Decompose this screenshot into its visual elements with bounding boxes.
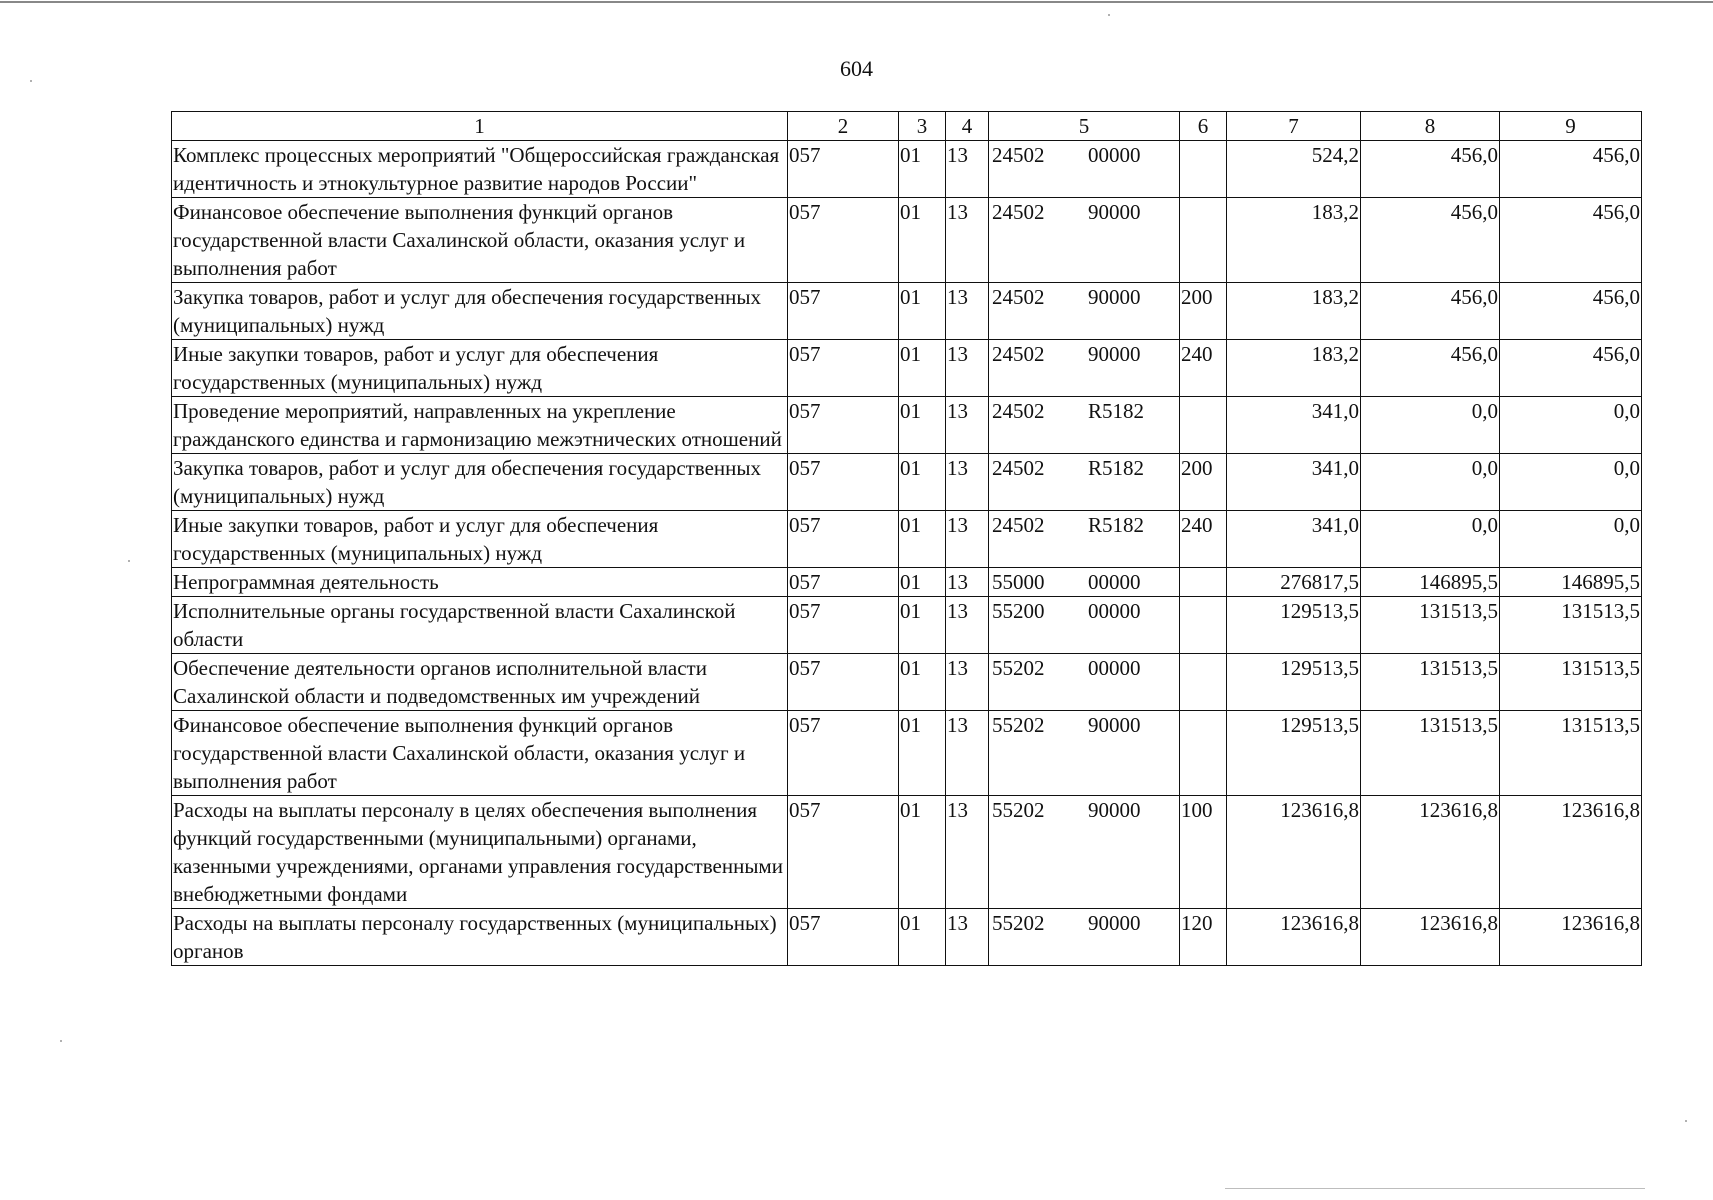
- target-article-cell: [989, 511, 1180, 568]
- amount-col8-cell: 123616,8: [1361, 796, 1500, 909]
- target-article-cell: [989, 454, 1180, 511]
- ministry-code-cell: 057: [788, 454, 899, 511]
- target-direction-code: 90000: [1088, 285, 1141, 309]
- amount-col9-cell: 146895,5: [1500, 568, 1642, 597]
- expense-type-cell: 100: [1180, 796, 1227, 909]
- row-name-cell: Закупка товаров, работ и услуг для обеспечения государственных (муниципальных) нужд: [172, 283, 788, 340]
- section-code-cell: 01: [899, 909, 946, 966]
- subsection-code-cell: 13: [946, 454, 989, 511]
- amount-col7-cell: 123616,8: [1227, 909, 1361, 966]
- ministry-code-cell: 057: [788, 654, 899, 711]
- amount-col9-cell: 131513,5: [1500, 654, 1642, 711]
- subsection-code-cell: 13: [946, 198, 989, 283]
- table-row: [172, 909, 1642, 966]
- column-header: 5: [989, 112, 1180, 141]
- scan-speck: [128, 560, 130, 562]
- ministry-code-cell: 057: [788, 141, 899, 198]
- column-header: 1: [172, 112, 788, 141]
- amount-col7-cell: 341,0: [1227, 454, 1361, 511]
- scan-speck: [1685, 1120, 1687, 1122]
- expense-type-cell: [1180, 568, 1227, 597]
- amount-col8-cell: 456,0: [1361, 340, 1500, 397]
- scan-bottom-line: [1225, 1188, 1645, 1189]
- row-name-cell: Иные закупки товаров, работ и услуг для обеспечения государственных (муниципальных) нужд: [172, 511, 788, 568]
- row-name-cell: Расходы на выплаты персоналу в целях обеспечения выполнения функций государственными (муниципальными) органами, казенными учреждениями, органами управления государственными внебюджетными фондами: [172, 796, 788, 909]
- target-program-code: 55202: [992, 798, 1045, 822]
- ministry-code-cell: 057: [788, 283, 899, 340]
- expense-type-cell: [1180, 141, 1227, 198]
- ministry-code-cell: 057: [788, 568, 899, 597]
- target-program-code: 55200: [992, 599, 1045, 623]
- amount-col9-cell: 456,0: [1500, 283, 1642, 340]
- target-article-cell: [989, 711, 1180, 796]
- section-code-cell: 01: [899, 397, 946, 454]
- column-header: 4: [946, 112, 989, 141]
- amount-col7-cell: 129513,5: [1227, 597, 1361, 654]
- amount-col8-cell: 131513,5: [1361, 711, 1500, 796]
- amount-col7-cell: 183,2: [1227, 340, 1361, 397]
- row-name-cell: Обеспечение деятельности органов исполнительной власти Сахалинской области и подведомственных им учреждений: [172, 654, 788, 711]
- amount-col9-cell: 456,0: [1500, 340, 1642, 397]
- amount-col8-cell: 456,0: [1361, 141, 1500, 198]
- expense-type-cell: 240: [1180, 511, 1227, 568]
- row-name-cell: Непрограммная деятельность: [172, 568, 788, 597]
- amount-col9-cell: 123616,8: [1500, 796, 1642, 909]
- ministry-code-cell: 057: [788, 397, 899, 454]
- expense-type-cell: [1180, 597, 1227, 654]
- section-code-cell: 01: [899, 654, 946, 711]
- ministry-code-cell: 057: [788, 796, 899, 909]
- amount-col8-cell: 131513,5: [1361, 597, 1500, 654]
- table-row: [172, 340, 1642, 397]
- section-code-cell: 01: [899, 198, 946, 283]
- subsection-code-cell: 13: [946, 283, 989, 340]
- target-article-cell: [989, 796, 1180, 909]
- target-article-cell: [989, 340, 1180, 397]
- target-article-cell: [989, 654, 1180, 711]
- amount-col9-cell: 0,0: [1500, 454, 1642, 511]
- scan-speck: [1108, 14, 1110, 16]
- ministry-code-cell: 057: [788, 198, 899, 283]
- amount-col7-cell: 183,2: [1227, 283, 1361, 340]
- section-code-cell: 01: [899, 141, 946, 198]
- target-direction-code: 00000: [1088, 570, 1141, 594]
- section-code-cell: 01: [899, 597, 946, 654]
- amount-col9-cell: 456,0: [1500, 141, 1642, 198]
- table-row: [172, 597, 1642, 654]
- ministry-code-cell: 057: [788, 909, 899, 966]
- column-header: 2: [788, 112, 899, 141]
- expense-type-cell: [1180, 711, 1227, 796]
- ministry-code-cell: 057: [788, 711, 899, 796]
- expense-type-cell: 120: [1180, 909, 1227, 966]
- amount-col7-cell: 129513,5: [1227, 654, 1361, 711]
- ministry-code-cell: 057: [788, 340, 899, 397]
- amount-col9-cell: 131513,5: [1500, 597, 1642, 654]
- target-direction-code: R5182: [1088, 456, 1145, 480]
- table-row: [172, 511, 1642, 568]
- amount-col8-cell: 123616,8: [1361, 909, 1500, 966]
- amount-col9-cell: 0,0: [1500, 511, 1642, 568]
- column-header: 3: [899, 112, 946, 141]
- table-row: [172, 796, 1642, 909]
- target-article-cell: [989, 568, 1180, 597]
- expense-type-cell: 200: [1180, 283, 1227, 340]
- ministry-code-cell: 057: [788, 511, 899, 568]
- section-code-cell: 01: [899, 568, 946, 597]
- target-program-code: 24502: [992, 513, 1045, 537]
- target-article-cell: [989, 283, 1180, 340]
- target-direction-code: 90000: [1088, 200, 1141, 224]
- amount-col7-cell: 524,2: [1227, 141, 1361, 198]
- subsection-code-cell: 13: [946, 711, 989, 796]
- row-name-cell: Финансовое обеспечение выполнения функций органов государственной власти Сахалинской области, оказания услуг и выполнения работ: [172, 711, 788, 796]
- table-row: [172, 141, 1642, 198]
- ministry-code-cell: 057: [788, 597, 899, 654]
- target-direction-code: 00000: [1088, 599, 1141, 623]
- row-name-cell: Финансовое обеспечение выполнения функций органов государственной власти Сахалинской области, оказания услуг и выполнения работ: [172, 198, 788, 283]
- column-header: 9: [1500, 112, 1642, 141]
- target-program-code: 24502: [992, 456, 1045, 480]
- table-row: [172, 397, 1642, 454]
- target-program-code: 24502: [992, 285, 1045, 309]
- table-row: [172, 568, 1642, 597]
- target-program-code: 55000: [992, 570, 1045, 594]
- target-program-code: 55202: [992, 656, 1045, 680]
- expense-type-cell: 240: [1180, 340, 1227, 397]
- table-row: [172, 454, 1642, 511]
- amount-col8-cell: 146895,5: [1361, 568, 1500, 597]
- header-row: [172, 112, 1642, 141]
- amount-col7-cell: 341,0: [1227, 397, 1361, 454]
- amount-col8-cell: 456,0: [1361, 283, 1500, 340]
- table-row: [172, 711, 1642, 796]
- amount-col9-cell: 0,0: [1500, 397, 1642, 454]
- table-row: [172, 283, 1642, 340]
- target-program-code: 24502: [992, 399, 1045, 423]
- amount-col7-cell: 123616,8: [1227, 796, 1361, 909]
- amount-col8-cell: 131513,5: [1361, 654, 1500, 711]
- subsection-code-cell: 13: [946, 909, 989, 966]
- target-direction-code: 90000: [1088, 798, 1141, 822]
- expense-type-cell: [1180, 397, 1227, 454]
- section-code-cell: 01: [899, 283, 946, 340]
- amount-col7-cell: 183,2: [1227, 198, 1361, 283]
- column-header: 7: [1227, 112, 1361, 141]
- row-name-cell: Закупка товаров, работ и услуг для обеспечения государственных (муниципальных) нужд: [172, 454, 788, 511]
- amount-col8-cell: 456,0: [1361, 198, 1500, 283]
- subsection-code-cell: 13: [946, 511, 989, 568]
- expense-type-cell: [1180, 654, 1227, 711]
- budget-table: [171, 111, 1642, 966]
- target-program-code: 24502: [992, 342, 1045, 366]
- subsection-code-cell: 13: [946, 597, 989, 654]
- section-code-cell: 01: [899, 454, 946, 511]
- row-name-cell: Проведение мероприятий, направленных на укрепление гражданского единства и гармонизацию межэтнических отношений: [172, 397, 788, 454]
- subsection-code-cell: 13: [946, 654, 989, 711]
- amount-col9-cell: 123616,8: [1500, 909, 1642, 966]
- amount-col8-cell: 0,0: [1361, 511, 1500, 568]
- table-row: [172, 198, 1642, 283]
- target-article-cell: [989, 397, 1180, 454]
- target-direction-code: 00000: [1088, 656, 1141, 680]
- expense-type-cell: [1180, 198, 1227, 283]
- target-article-cell: [989, 141, 1180, 198]
- target-direction-code: 90000: [1088, 911, 1141, 935]
- amount-col8-cell: 0,0: [1361, 454, 1500, 511]
- subsection-code-cell: 13: [946, 568, 989, 597]
- expense-type-cell: 200: [1180, 454, 1227, 511]
- amount-col8-cell: 0,0: [1361, 397, 1500, 454]
- section-code-cell: 01: [899, 511, 946, 568]
- section-code-cell: 01: [899, 796, 946, 909]
- target-direction-code: 90000: [1088, 713, 1141, 737]
- subsection-code-cell: 13: [946, 141, 989, 198]
- scan-speck: [60, 1040, 62, 1042]
- scan-top-border: [0, 1, 1713, 3]
- target-article-cell: [989, 909, 1180, 966]
- amount-col9-cell: 456,0: [1500, 198, 1642, 283]
- target-direction-code: 90000: [1088, 342, 1141, 366]
- target-program-code: 24502: [992, 200, 1045, 224]
- amount-col9-cell: 131513,5: [1500, 711, 1642, 796]
- target-program-code: 24502: [992, 143, 1045, 167]
- row-name-cell: Иные закупки товаров, работ и услуг для обеспечения государственных (муниципальных) нужд: [172, 340, 788, 397]
- section-code-cell: 01: [899, 711, 946, 796]
- row-name-cell: Комплекс процессных мероприятий "Общероссийская гражданская идентичность и этнокультурное развитие народов России": [172, 141, 788, 198]
- target-direction-code: R5182: [1088, 399, 1145, 423]
- target-article-cell: [989, 198, 1180, 283]
- target-program-code: 55202: [992, 911, 1045, 935]
- subsection-code-cell: 13: [946, 796, 989, 909]
- row-name-cell: Расходы на выплаты персоналу государственных (муниципальных) органов: [172, 909, 788, 966]
- subsection-code-cell: 13: [946, 340, 989, 397]
- column-header: 6: [1180, 112, 1227, 141]
- target-article-cell: [989, 597, 1180, 654]
- page-number: 604: [840, 56, 873, 81]
- section-code-cell: 01: [899, 340, 946, 397]
- row-name-cell: Исполнительные органы государственной власти Сахалинской области: [172, 597, 788, 654]
- amount-col7-cell: 276817,5: [1227, 568, 1361, 597]
- table-row: [172, 654, 1642, 711]
- target-direction-code: 00000: [1088, 143, 1141, 167]
- amount-col7-cell: 341,0: [1227, 511, 1361, 568]
- amount-col7-cell: 129513,5: [1227, 711, 1361, 796]
- subsection-code-cell: 13: [946, 397, 989, 454]
- column-header: 8: [1361, 112, 1500, 141]
- target-program-code: 55202: [992, 713, 1045, 737]
- target-direction-code: R5182: [1088, 513, 1145, 537]
